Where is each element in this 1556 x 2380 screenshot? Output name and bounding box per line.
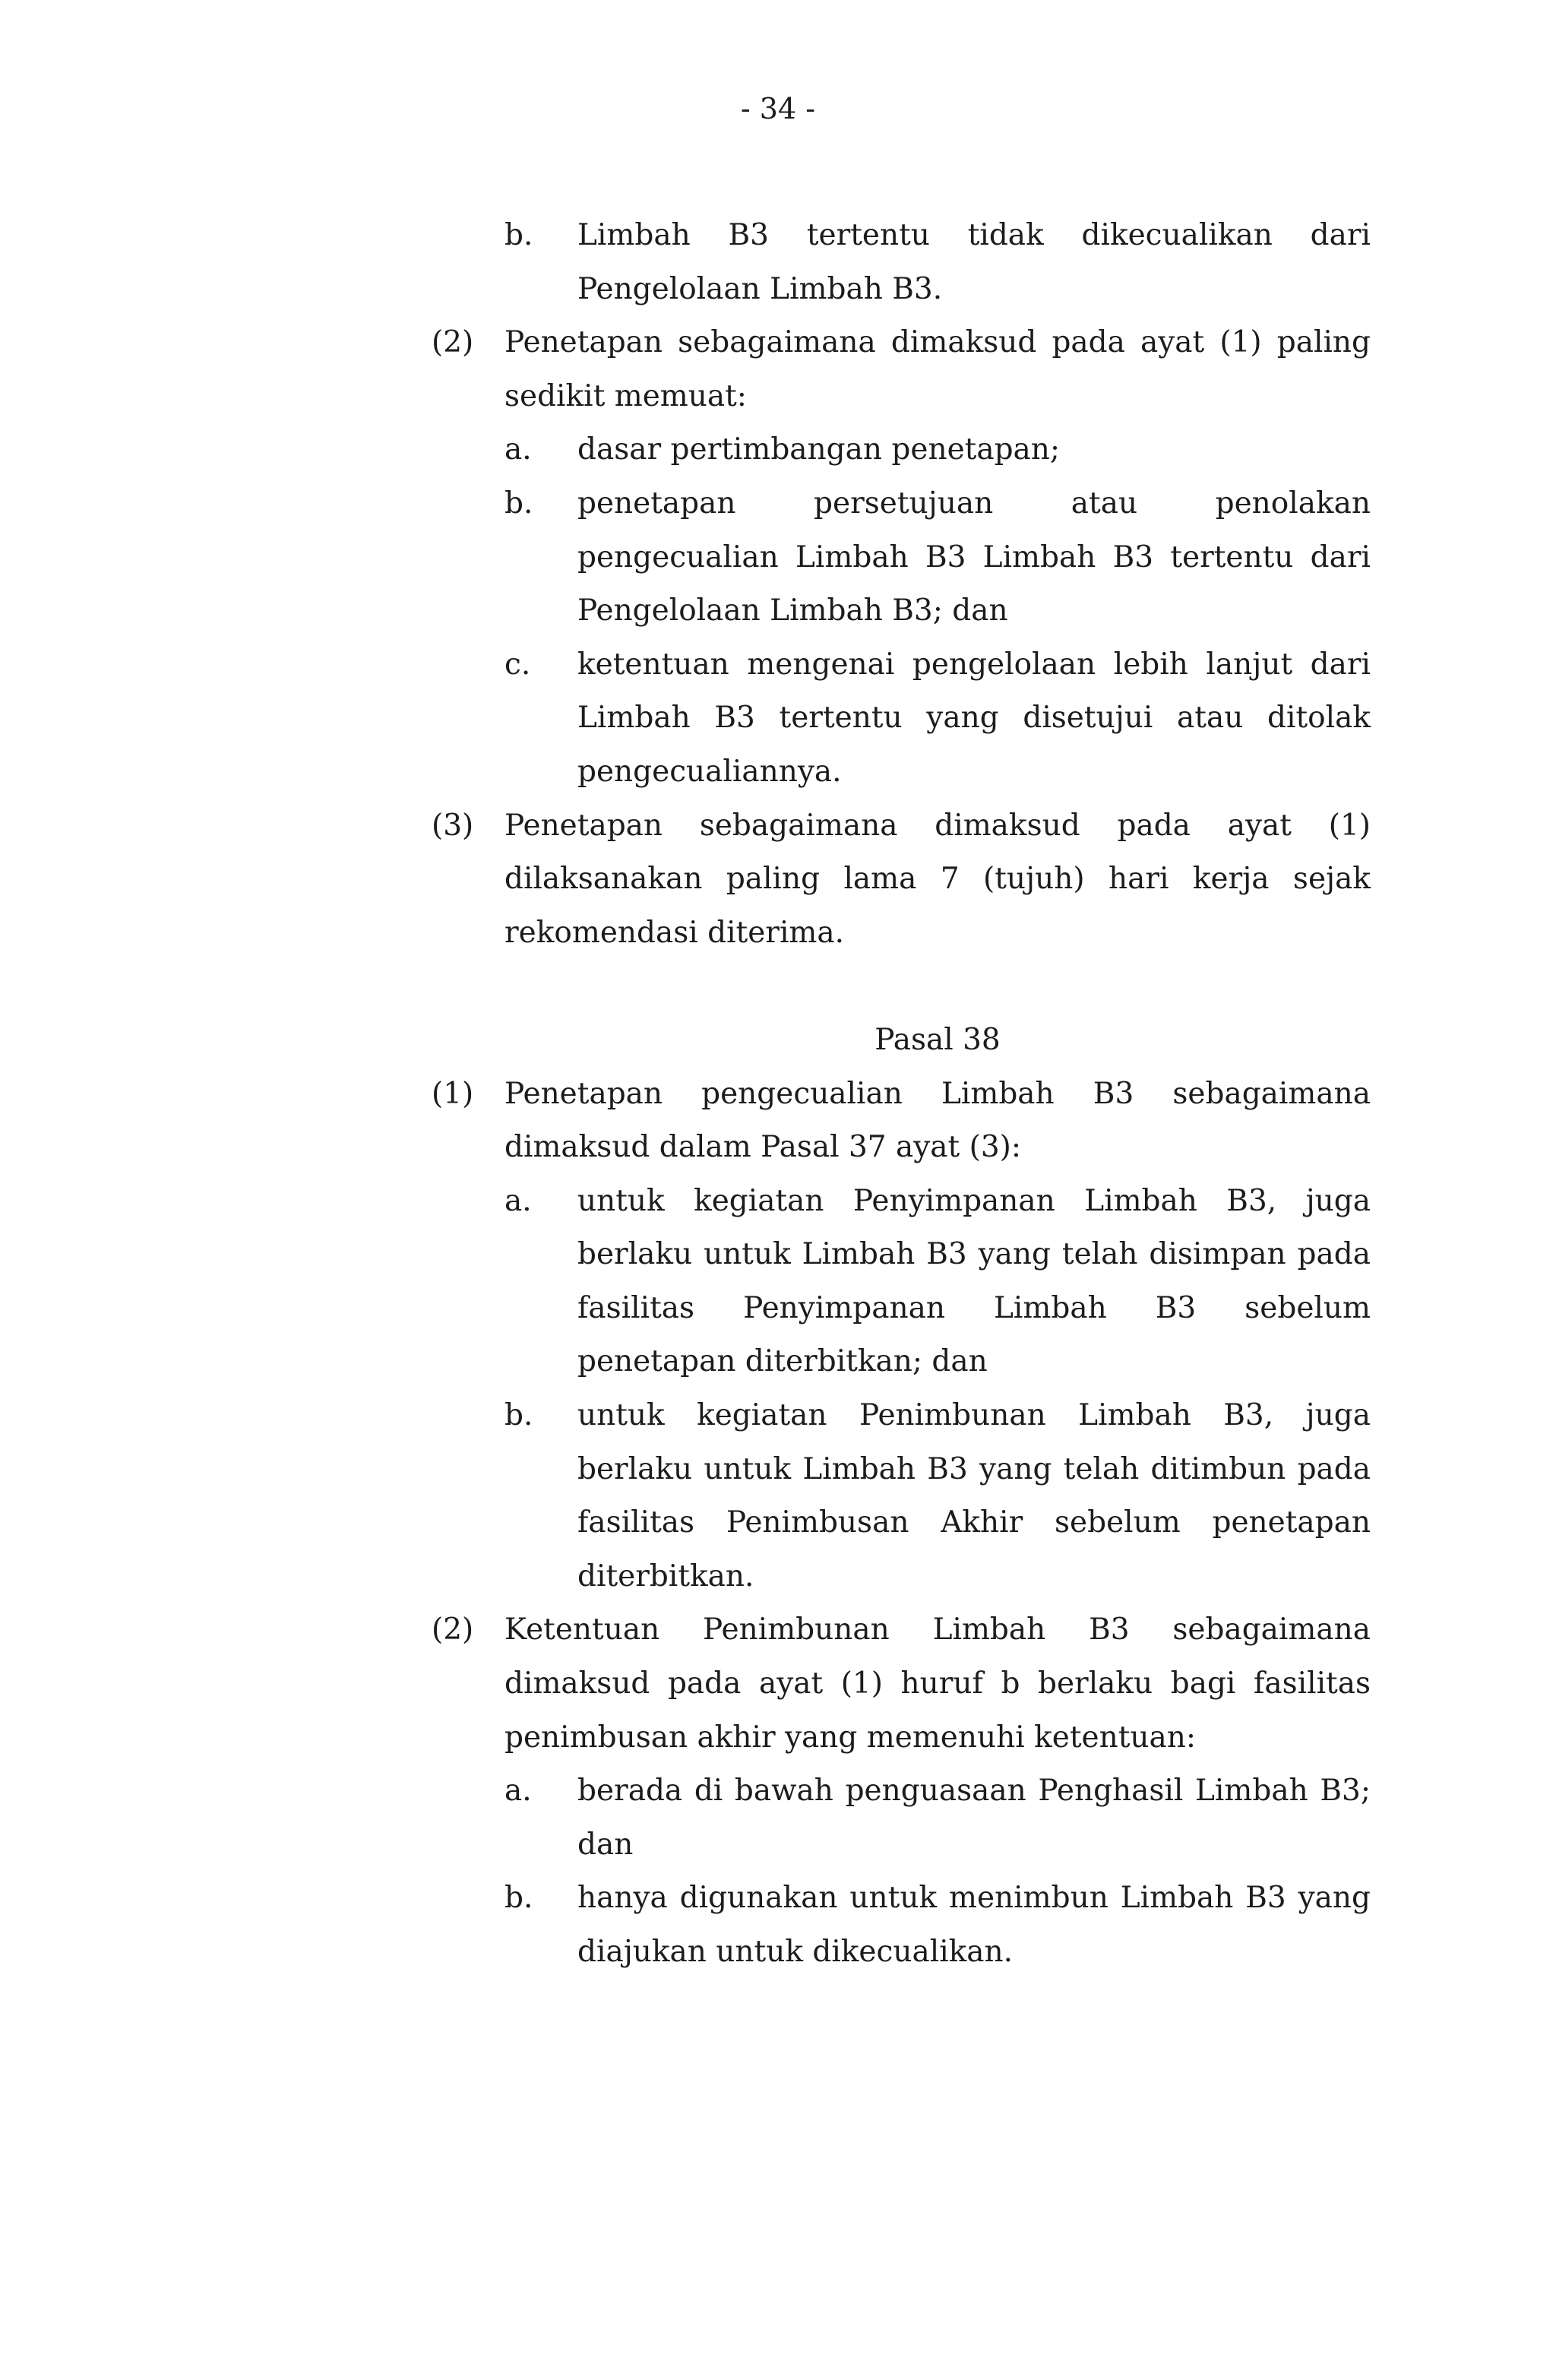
document-body: [432, 209, 1371, 1980]
list-marker: b.: [504, 1881, 533, 1916]
ayat-paragraph: [432, 1068, 1371, 1175]
list-marker: b.: [504, 1398, 533, 1433]
list-marker: b.: [504, 218, 533, 252]
ayat-text: Penetapan pengecualian Limbah B3 sebagaimana dimaksud dalam Pasal 37 ayat (3):: [504, 1076, 1371, 1165]
list-item: [432, 1764, 1371, 1872]
list-item: [432, 1175, 1371, 1389]
list-marker: a.: [504, 1774, 532, 1809]
list-item-text: untuk kegiatan Penimbunan Limbah B3, juga berlaku untuk Limbah B3 yang telah ditimbun pada fasilitas Penimbusan Akhir sebelum penetapan diterbitkan.: [577, 1398, 1371, 1594]
list-item: [432, 638, 1371, 799]
ayat-paragraph: [432, 316, 1371, 423]
list-marker: a.: [504, 1183, 532, 1218]
ayat-paragraph: [432, 799, 1371, 961]
list-marker: a.: [504, 432, 532, 467]
ayat-text: Penetapan sebagaimana dimaksud pada ayat (1) dilaksanakan paling lama 7 (tujuh) hari kerja sejak rekomendasi diterima.: [504, 808, 1371, 950]
pasal-heading: Pasal 38: [874, 1022, 1001, 1057]
list-item-text: hanya digunakan untuk menimbun Limbah B3 yang diajukan untuk dikecualikan.: [577, 1881, 1371, 1969]
list-marker: c.: [504, 647, 531, 682]
list-item-text: dasar pertimbangan penetapan;: [577, 432, 1061, 467]
ayat-marker: (2): [432, 325, 474, 360]
list-item-text: Limbah B3 tertentu tidak dikecualikan dari Pengelolaan Limbah B3.: [577, 218, 1371, 306]
ayat-marker: (3): [432, 808, 474, 843]
ayat-text: Ketentuan Penimbunan Limbah B3 sebagaimana dimaksud pada ayat (1) huruf b berlaku bagi fasilitas penimbusan akhir yang memenuhi ketentuan:: [504, 1613, 1371, 1755]
list-item: [432, 423, 1371, 477]
list-item-text: berada di bawah penguasaan Penghasil Limbah B3; dan: [577, 1774, 1371, 1862]
ayat-paragraph: [432, 1603, 1371, 1764]
list-item: [432, 477, 1371, 638]
ayat-text: Penetapan sebagaimana dimaksud pada ayat (1) paling sedikit memuat:: [504, 325, 1371, 413]
list-item-text: penetapan persetujuan atau penolakan pengecualian Limbah B3 Limbah B3 tertentu dari Pengelolaan Limbah B3; dan: [577, 486, 1371, 628]
list-marker: b.: [504, 486, 533, 521]
list-item: [432, 209, 1371, 316]
list-item: [432, 1389, 1371, 1603]
list-item-text: untuk kegiatan Penyimpanan Limbah B3, juga berlaku untuk Limbah B3 yang telah disimpan pada fasilitas Penyimpanan Limbah B3 sebelum penetapan diterbitkan; dan: [577, 1183, 1371, 1379]
list-item-text: ketentuan mengenai pengelolaan lebih lanjut dari Limbah B3 tertentu yang disetujui atau ditolak pengecualiannya.: [577, 647, 1371, 789]
list-item: [432, 1872, 1371, 1979]
ayat-marker: (1): [432, 1076, 474, 1111]
page-number: - 34 -: [740, 92, 816, 125]
ayat-marker: (2): [432, 1613, 474, 1647]
